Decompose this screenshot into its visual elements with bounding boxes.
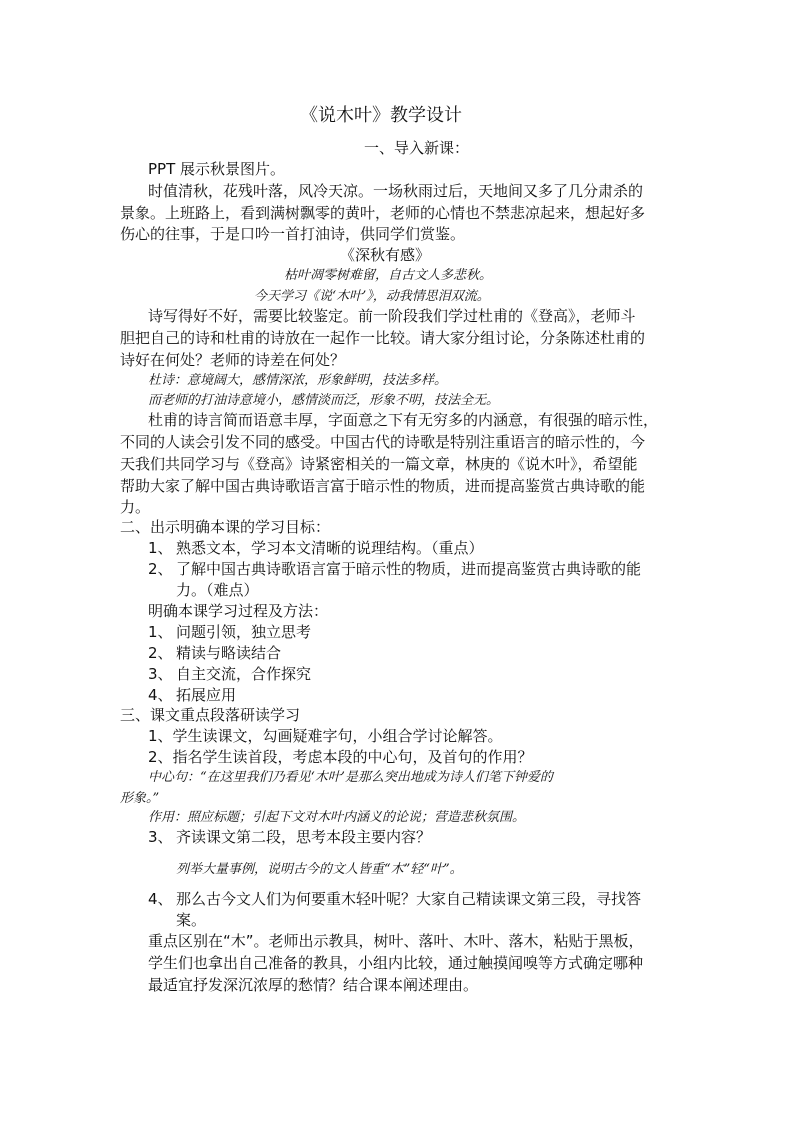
list-number: 4、 [148, 890, 173, 908]
note-line: 杜诗：意境阔大，感情深浓，形象鲜明，技法多样。 [148, 373, 448, 388]
list-item: 了解中国古典诗歌语言富于暗示性的物质，进而提高鉴赏古典诗歌的能 [176, 560, 642, 578]
paragraph-line: 杜甫的诗言简而语意丰厚，字面意之下有无穷多的内涵意，有很强的暗示性， [148, 411, 659, 429]
list-item: 问题引领，独立思考 [176, 623, 312, 641]
list-number: 1、 [148, 539, 173, 557]
paragraph-line: PPT 展示秋景图片。 [148, 160, 286, 178]
paragraph-line: 诗好在何处？老师的诗差在何处？ [120, 351, 346, 369]
note-line: 而老师的打油诗意境小，感情淡而泛，形象不明，技法全无。 [148, 393, 500, 408]
list-item: 2、指名学生读首段，考虑本段的中心句，及首句的作用？ [148, 748, 533, 766]
paragraph-line: 力。 [120, 498, 151, 516]
list-item: 精读与略读结合 [176, 644, 282, 662]
section-heading-2: 二、出示明确本课的学习目标： [120, 518, 331, 536]
list-item: 力。（难点） [176, 581, 259, 599]
page-title: 《说木叶》教学设计 [300, 105, 462, 126]
note-line: 作用：照应标题；引起下文对木叶内涵义的论说；营造悲秋氛围。 [148, 810, 526, 825]
list-item: 熟悉文本，学习本文清晰的说理结构。（重点） [176, 539, 484, 557]
paragraph-line: 伤心的往事，于是口吟一首打油诗，供同学们赏鉴。 [120, 225, 466, 243]
section-heading-1: 一、导入新课： [364, 139, 470, 157]
paragraph-line: 诗写得好不好，需要比较鉴定。前一阶段我们学过杜甫的《登高》，老师斗 [148, 307, 636, 325]
list-item: 拓展应用 [176, 686, 237, 704]
paragraph-line: 重点区别在“木”。老师出示教具，树叶、落叶、木叶、落木，粘贴于黑板， [148, 932, 644, 950]
section-heading-3: 三、课文重点段落研读学习 [120, 706, 301, 724]
list-item: 1、学生读课文，勾画疑难字句，小组合学讨论解答。 [148, 727, 503, 745]
paragraph-line: 学生们也拿出自己准备的教具，小组内比较，通过触摸闻嗅等方式确定哪种 [148, 954, 644, 972]
list-number: 3、 [148, 665, 173, 683]
list-number: 3、 [148, 828, 173, 846]
poem-line: 枯叶凋零树难留，自古文人多悲秋。 [284, 268, 493, 283]
list-number: 1、 [148, 623, 173, 641]
poem-line: 今天学习《说‘木叶’》，动我情思泪双流。 [254, 289, 490, 304]
note-line: 形象。” [120, 791, 160, 806]
paragraph-line: 时值清秋，花残叶落，风冷天凉。一场秋雨过后，天地间又多了几分肃杀的 [148, 182, 644, 200]
list-number: 4、 [148, 686, 173, 704]
list-number: 2、 [148, 560, 173, 578]
paragraph-line: 不同的人读会引发不同的感受。中国古代的诗歌是特别注重语言的暗示性的，今 [120, 433, 646, 451]
note-line: 列举大量事例，说明古今的文人皆重“木”轻“叶”。 [176, 862, 463, 877]
poem-title: 《深秋有感》 [340, 246, 431, 264]
list-item: 齐读课文第二段，思考本段主要内容？ [176, 828, 432, 846]
list-item: 那么古今文人们为何要重木轻叶呢？大家自己精读课文第三段，寻找答 [176, 890, 642, 908]
paragraph-line: 景象。上班路上，看到满树飘零的黄叶，老师的心情也不禁悲凉起来，想起好多 [120, 204, 646, 222]
method-heading: 明确本课学习过程及方法： [148, 602, 329, 620]
list-item: 自主交流，合作探究 [176, 665, 312, 683]
list-number: 2、 [148, 644, 173, 662]
paragraph-line: 天我们共同学习与《登高》诗紧密相关的一篇文章，林庚的《说木叶》，希望能 [120, 455, 638, 473]
paragraph-line: 最适宜抒发深沉浓厚的愁情？结合课本阐述理由。 [148, 976, 479, 994]
note-line: 中心句：“在这里我们乃看见‘木叶’是那么突出地成为诗人们笔下钟爱的 [148, 770, 553, 785]
paragraph-line: 帮助大家了解中国古典诗歌语言富于暗示性的物质，进而提高鉴赏古典诗歌的能 [120, 477, 646, 495]
paragraph-line: 胆把自己的诗和杜甫的诗放在一起作一比较。请大家分组讨论，分条陈述杜甫的 [120, 329, 646, 347]
list-item: 案。 [176, 911, 207, 929]
